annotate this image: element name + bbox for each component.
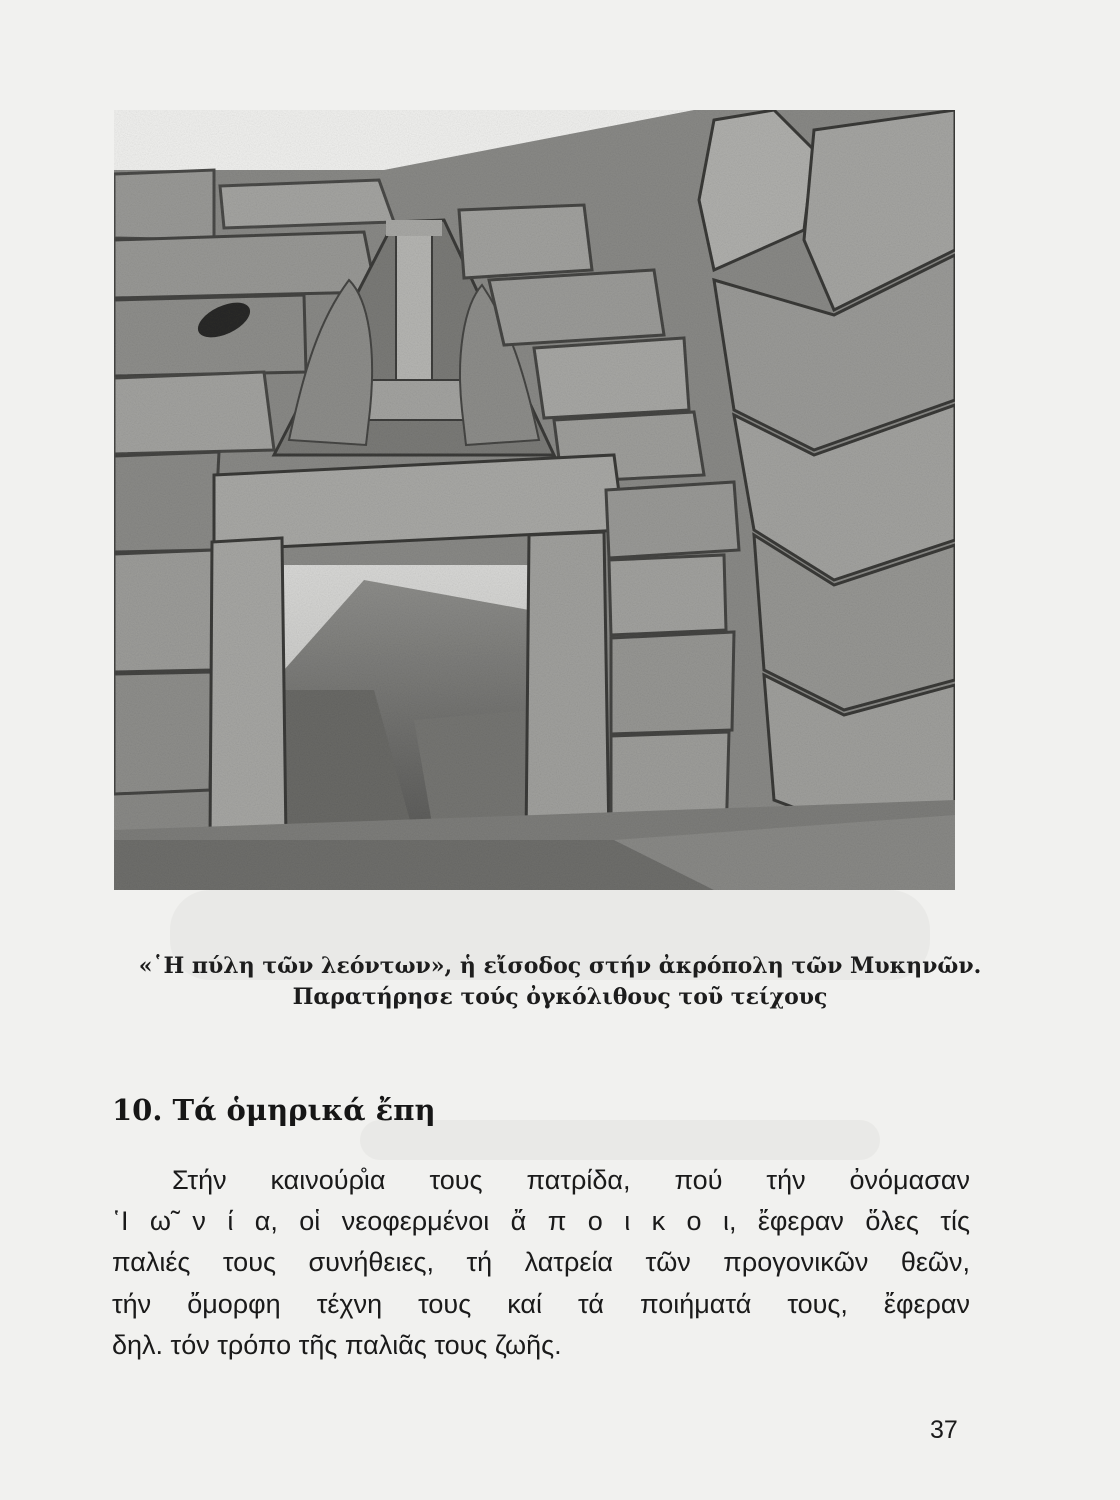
figure-caption-line-1: «῾Η πύλη τῶν λεόντων», ἡ εἴσοδος στήν ἀκρόπολη τῶν Μυκηνῶν.: [138, 953, 982, 979]
paragraph-line-2: ῾Ι ω̃ ν ί α, οἱ νεοφερμένοι ἄ π ο ι κ ο ι, ἔφεραν ὅλες τίς: [112, 1206, 970, 1236]
paragraph-line-3: παλιές τους συνήθειες, τή λατρεία τῶν προγονικῶν θεῶν,: [112, 1247, 970, 1277]
paragraph-line-1: Στήν καινούρ̊ια τους πατρίδα, πού τήν ὀνόμασαν: [172, 1165, 970, 1195]
lion-gate-photo: [114, 110, 955, 890]
page-number: 37: [930, 1416, 958, 1444]
section-heading: 10. Τά ὁμηρικά ἔπη: [112, 1093, 436, 1127]
bleed-through-shadow: [360, 1120, 880, 1160]
figure-caption-line-2: Παρατήρησε τούς ὀγκόλιθους τοῦ τείχους: [292, 984, 828, 1010]
paragraph-line-4: τήν ὄμορφη τέχνη τους καί τά ποιήματά τους, ἔφεραν: [112, 1289, 970, 1319]
paragraph-line-5: δηλ. τόν τρόπο τῆς παλιᾶς τους ζωῆς.: [112, 1330, 562, 1360]
